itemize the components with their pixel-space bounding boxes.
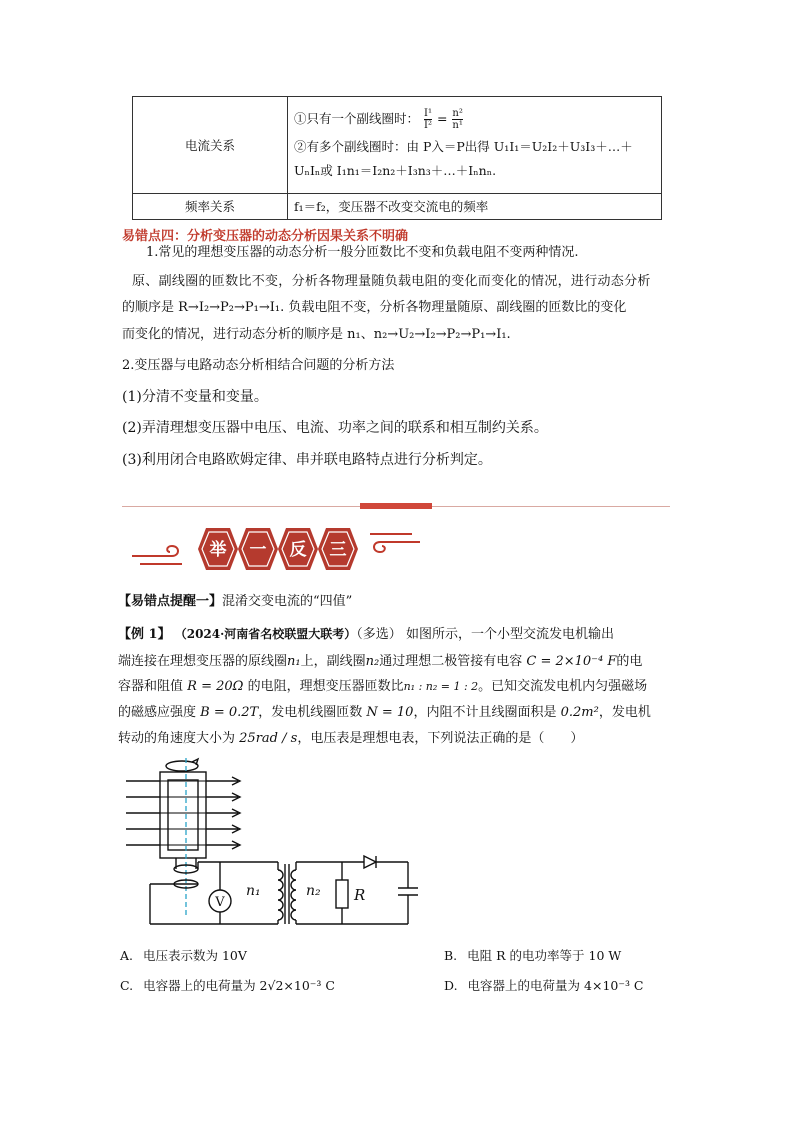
n2-label: n₂	[306, 883, 321, 899]
rotation-arrow-icon	[166, 761, 198, 771]
example-label: 【例 1】	[118, 627, 171, 642]
divider-accent	[360, 503, 432, 509]
option-c[interactable]	[120, 976, 335, 994]
reminder-tag: 【易错点提醒一】	[118, 594, 223, 609]
section-para-6: (3)利用闭合电路欧姆定律、串并联电路特点进行分析判定。	[122, 452, 492, 468]
option-d-text: 电容器上的电荷量为 4×10⁻³ C	[467, 978, 644, 993]
example-line-3: 容器和阻值 R = 20Ω 的电阻，理想变压器匝数比n₁ : n₂ = 1 : 2。已知交流发电机内匀强磁场	[118, 679, 648, 694]
section-para-2c: 而变化的情况，进行动态分析的顺序是 n₁、n₂→U₂→I₂→P₂→P₁→I₁.	[122, 327, 511, 342]
section-title: 易错点四：分析变压器的动态分析因果关系不明确	[122, 229, 409, 244]
section-para-5: (2)弄清理想变压器中电压、电流、功率之间的联系和相互制约关系。	[122, 420, 548, 436]
resistor-icon	[336, 880, 348, 908]
single-coil-text: ①只有一个副线圈时：	[294, 111, 420, 127]
generator-coil	[160, 772, 206, 858]
option-d[interactable]	[444, 976, 644, 994]
frequency-relation-label: 频率关系	[133, 193, 288, 219]
example-line-1: 【例 1】 （2024·河南省名校联盟大联考）（多选） 如图所示，一个小型交流发电机输出	[118, 627, 614, 642]
reminder-text: 混淆交变电流的“四值”	[222, 594, 353, 609]
option-b-key: B.	[444, 948, 458, 963]
example-line-5: 转动的角速度大小为 25rad / s，电压表是理想电表，下列说法正确的是（ ）	[118, 731, 584, 746]
multi-coil-line-2: UₙIₙ或 I₁n₁＝I₂n₂＋I₃n₃＋…＋Iₙnₙ.	[294, 163, 497, 179]
generator-transformer-circuit	[120, 752, 430, 932]
banner-char-4: 三	[329, 540, 347, 560]
example-line-4: 的磁感应强度 B = 0.2T，发电机线圈匝数 N = 10，内阻不计且线圈面积是 0.2m²，发电机	[118, 705, 651, 720]
section-para-2a: 原、副线圈的匝数比不变，分析各物理量随负载电阻的变化而变化的情况，进行动态分析	[132, 274, 651, 289]
option-d-key: D.	[444, 978, 458, 993]
section-para-3: 2.变压器与电路动态分析相结合问题的分析方法	[122, 358, 395, 373]
voltmeter-label: V	[215, 895, 225, 910]
example-multi: （多选）	[356, 627, 402, 642]
option-c-key: C.	[120, 978, 134, 993]
secondary-coil	[291, 870, 296, 920]
resistor-label: R	[354, 886, 366, 904]
banner-char-3: 反	[289, 540, 307, 560]
multi-coil-line: ②有多个副线圈时：由 P入＝P出得 U₁I₁＝U₂I₂＋U₃I₃＋…＋	[294, 139, 633, 155]
frequency-relation-value: f₁＝f₂，变压器不改变交流电的频率	[288, 193, 662, 219]
section-para-4: (1)分清不变量和变量。	[122, 389, 268, 405]
option-b[interactable]	[444, 946, 621, 964]
section-para-2b: 的顺序是 R→I₂→P₂→P₁→I₁. 负载电阻不变，分析各物理量随原、副线圈的匝数比的变化	[122, 300, 627, 315]
current-relation-content: ①只有一个副线圈时： $\frac{\text{I¹}}{\text{I²}}$ = $\frac{\text{n²}}{\text{n¹}}$ ②有多个副线圈时：由 P入＝P出得 U₁I₁＝U₂I₂＋U₃I₃＋…＋ UₙIₙ或 I₁n₁＝I₂n₂＋I₃n₃＋…＋Iₙnₙ.	[288, 97, 662, 194]
diode-icon	[364, 856, 376, 868]
transformer-relations-table	[132, 96, 662, 220]
example-line-2: 端连接在理想变压器的原线圈n₁上，副线圈n₂通过理想二极管接有电容 C = 2×10⁻⁴ F的电	[118, 654, 643, 669]
right-cloud-ornament	[370, 534, 420, 552]
left-cloud-ornament	[132, 546, 182, 564]
banner-char-1: 举	[209, 540, 227, 560]
n1-label: n₁	[246, 883, 261, 899]
option-a-text: 电压表示数为 10V	[143, 948, 247, 963]
current-fraction: $\frac{\text{I¹}}{\text{I²}}$	[424, 108, 432, 132]
primary-coil	[278, 870, 283, 920]
section-para-1: 1.常见的理想变压器的动态分析一般分匝数比不变和负载电阻不变两种情况.	[146, 245, 579, 260]
turns-fraction: $\frac{\text{n²}}{\text{n¹}}$	[452, 108, 463, 132]
example-source: （2024·河南省名校联盟大联考）	[174, 627, 357, 641]
current-relation-label: 电流关系	[133, 97, 288, 194]
option-a-key: A.	[120, 948, 134, 963]
ju-yi-fan-san-banner	[126, 522, 426, 576]
banner-char-2: 一	[249, 540, 267, 560]
option-a[interactable]	[120, 946, 247, 964]
option-c-text: 电容器上的电荷量为 2√2×10⁻³ C	[143, 978, 335, 993]
option-b-text: 电阻 R 的电功率等于 10 W	[467, 948, 622, 963]
reminder-heading	[118, 590, 352, 609]
